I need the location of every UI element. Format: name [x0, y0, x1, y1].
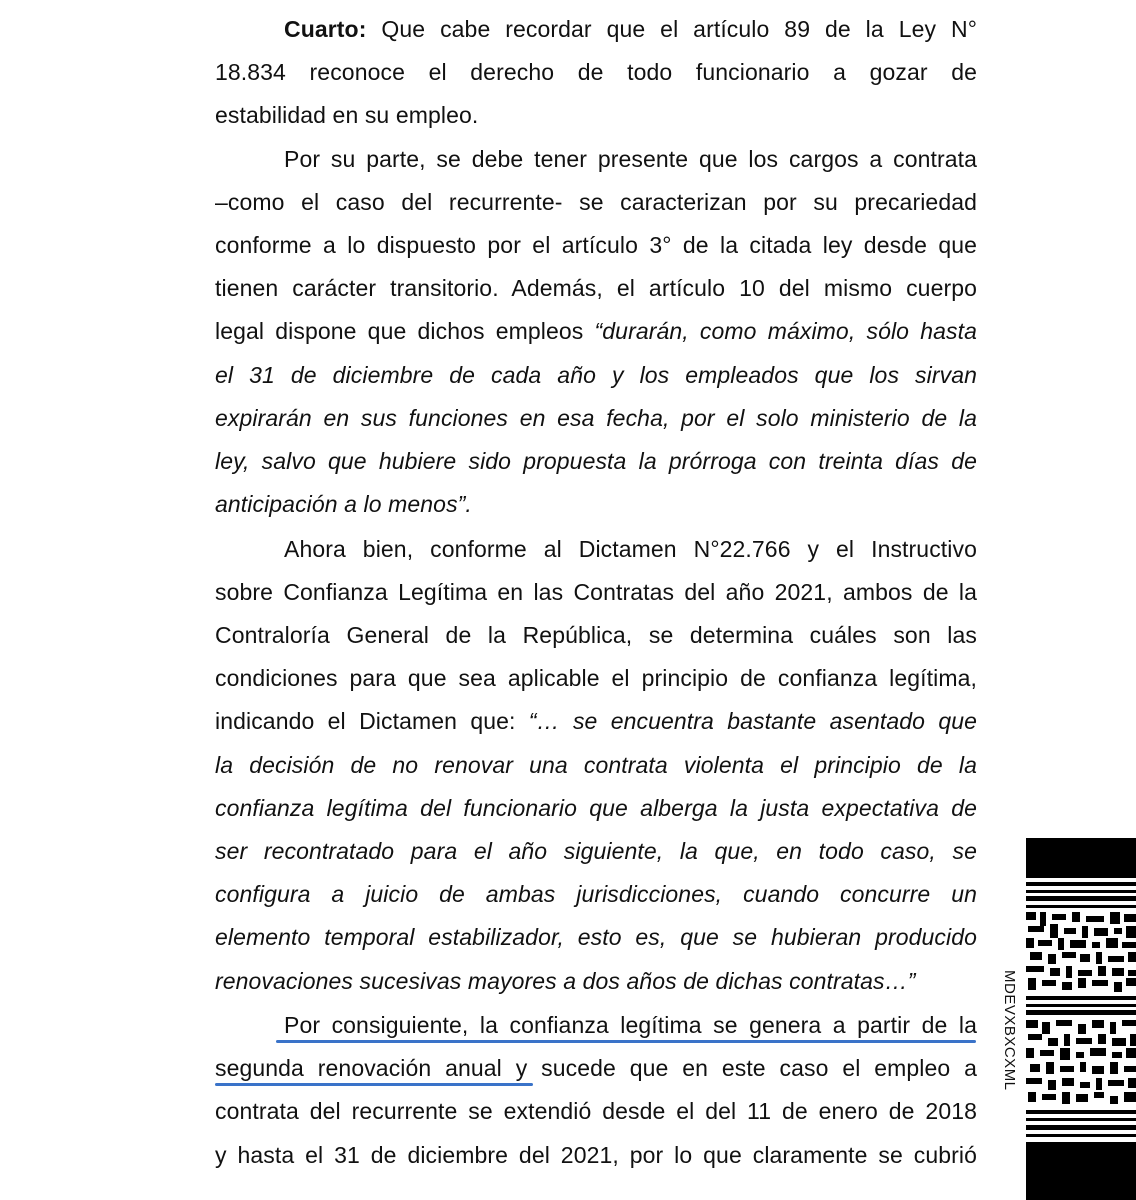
- paragraph-2-line-6: [215, 360, 977, 390]
- legal-quote: el 31 de diciembre de cada año y los empleados que los sirvan: [215, 362, 977, 388]
- paragraph-2-line-4: tienen carácter transitorio. Además, el artículo 10 del mismo cuerpo: [215, 275, 977, 301]
- paragraph-text: legal dispone que dichos empleos: [215, 318, 595, 344]
- paragraph-2-line-2: –como el caso del recurrente- se caracterizan por su precariedad: [215, 189, 977, 215]
- barcode-icon: [1022, 838, 1136, 1200]
- paragraph-4-line-2: segunda renovación anual y sucede que en este caso el empleo a: [215, 1055, 977, 1081]
- paragraph-text: indicando el Dictamen que:: [215, 708, 529, 734]
- paragraph-3-line-10: [215, 922, 977, 952]
- highlight-underline-1: [276, 1040, 976, 1043]
- paragraph-3-line-7: [215, 793, 977, 823]
- paragraph-text: Que cabe recordar que el artículo 89 de la Ley N°: [366, 16, 977, 42]
- legal-quote: ley, salvo que hubiere sido propuesta la prórroga con treinta días de: [215, 448, 977, 474]
- legal-quote: “durarán, como máximo, sólo hasta: [594, 318, 977, 344]
- barcode-code-text: MDEVXBXCXML: [1001, 970, 1018, 1091]
- legal-quote: expirarán en sus funciones en esa fecha, por el solo ministerio de la: [215, 405, 977, 431]
- paragraph-4-line-3: contrata del recurrente se extendió desde el del 11 de enero de 2018: [215, 1098, 977, 1124]
- paragraph-2-line-9: [215, 489, 977, 519]
- paragraph-2-line-8: [215, 446, 977, 476]
- paragraph-4-line-4: y hasta el 31 de diciembre del 2021, por lo que claramente se cubrió: [215, 1142, 977, 1168]
- paragraph-3-line-5: [215, 706, 977, 736]
- paragraph-2-line-3: conforme a lo dispuesto por el artículo 3° de la citada ley desde que: [215, 232, 977, 258]
- legal-quote: anticipación a lo menos”.: [215, 491, 472, 517]
- paragraph-3-line-8: [215, 836, 977, 866]
- dictamen-quote: elemento temporal estabilizador, esto es, que se hubieran producido: [215, 924, 977, 950]
- paragraph-4-line-1: Por consiguiente, la confianza legítima se genera a partir de la: [284, 1012, 977, 1038]
- paragraph-3-line-3: Contraloría General de la República, se determina cuáles son las: [215, 622, 977, 648]
- paragraph-3-line-2: sobre Confianza Legítima en las Contratas del año 2021, ambos de la: [215, 579, 977, 605]
- paragraph-1-line-3: estabilidad en su empleo.: [215, 102, 479, 128]
- paragraph-1-line-1: [284, 14, 977, 44]
- dictamen-quote: renovaciones sucesivas mayores a dos años de dichas contratas…”: [215, 968, 916, 994]
- dictamen-quote: la decisión de no renovar una contrata violenta el principio de la: [215, 752, 977, 778]
- cuarto-heading: Cuarto:: [284, 16, 367, 42]
- dictamen-quote: ser recontratado para el año siguiente, la que, en todo caso, se: [215, 838, 977, 864]
- paragraph-3-line-4: condiciones para que sea aplicable el principio de confianza legítima,: [215, 665, 977, 691]
- paragraph-2-line-1: Por su parte, se debe tener presente que los cargos a contrata: [284, 146, 977, 172]
- highlight-underline-2: [215, 1083, 533, 1086]
- paragraph-3-line-11: [215, 966, 977, 996]
- paragraph-2-line-5: [215, 316, 977, 346]
- dictamen-quote: configura a juicio de ambas jurisdicciones, cuando concurre un: [215, 881, 977, 907]
- paragraph-2-line-7: [215, 403, 977, 433]
- dictamen-quote: confianza legítima del funcionario que alberga la justa expectativa de: [215, 795, 977, 821]
- paragraph-3-line-1: Ahora bien, conforme al Dictamen N°22.766 y el Instructivo: [284, 536, 977, 562]
- dictamen-quote: “… se encuentra bastante asentado que: [528, 708, 978, 734]
- paragraph-3-line-6: [215, 750, 977, 780]
- paragraph-3-line-9: [215, 879, 977, 909]
- paragraph-1-line-2: 18.834 reconoce el derecho de todo funcionario a gozar de: [215, 59, 977, 85]
